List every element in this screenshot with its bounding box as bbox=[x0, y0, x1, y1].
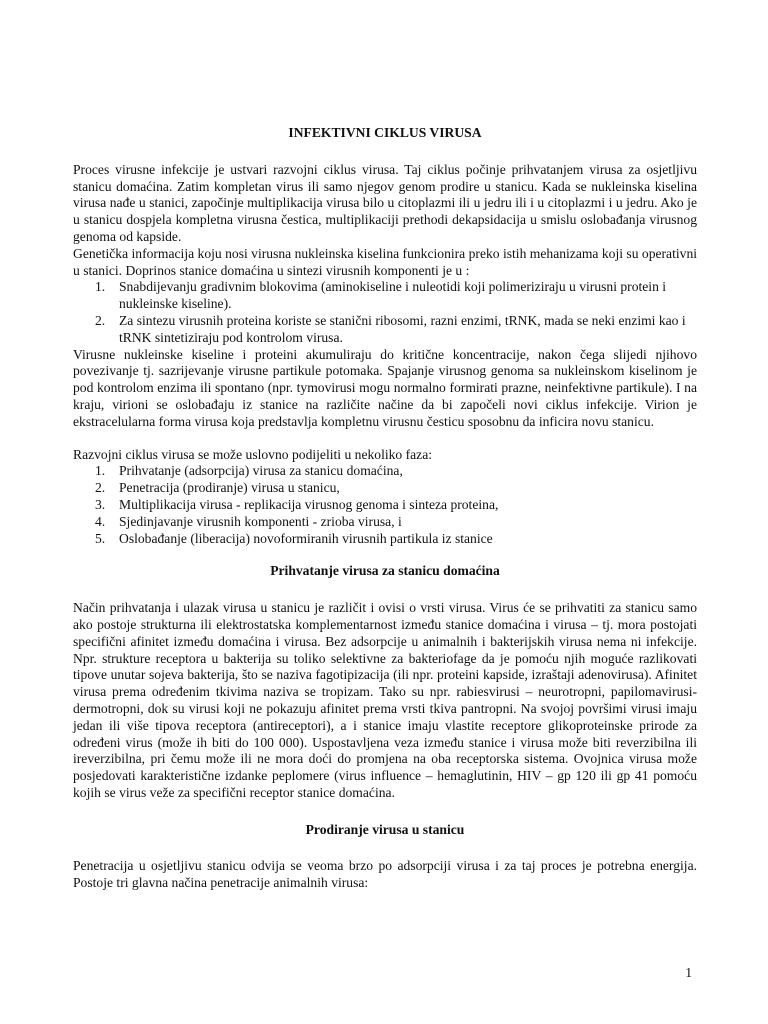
penetration-paragraph: Penetracija u osjetljivu stanicu odvija se veoma brzo po adsorpciji virusa i za taj proces je potrebna energija. Postoje tri glavna načina penetracije animalnih virusa: bbox=[73, 858, 697, 891]
intro-paragraph: Proces virusne infekcije je ustvari razvojni ciklus virusa. Taj ciklus počinje prihvatanjem virusa za osjetljivu stanicu domaćina. Zatim kompletan virus ili samo njegov genom prodire u stanicu. Kada se nukleinska kiselina virusa nađe u stanici, započinje multiplikacija virusa bilo u citoplazmi ili u jedru ili i u citoplazmi i u jedru. Ako je u stanicu dospjela kompletna virusna čestica, multiplikaciji prethodi dekapsidacija u smislu oslobađanja virusnog genoma od kapside. bbox=[73, 161, 697, 244]
spacer bbox=[73, 547, 697, 563]
page-number: 1 bbox=[685, 965, 692, 980]
list-item bbox=[73, 497, 697, 514]
list-item bbox=[73, 463, 697, 480]
list-item-text: Prihvatanje (adsorpcija) virusa za stanicu domaćina, bbox=[119, 463, 403, 479]
list-item bbox=[73, 531, 697, 548]
list-item-text: Snabdijevanju gradivnim blokovima (aminokiseline i nuleotidi koji polimeriziraju u virusni protein i nukleinske kiseline). bbox=[119, 279, 667, 312]
list-item-text: Multiplikacija virusa - replikacija virusnog genoma i sinteza proteina, bbox=[119, 496, 499, 512]
list-item-number: 1. bbox=[95, 279, 106, 295]
phases-intro: Razvojni ciklus virusa se može uslovno podijeliti u nekoliko faza: bbox=[73, 446, 433, 462]
list-item-number: 4. bbox=[95, 513, 106, 529]
list-item-number: 2. bbox=[95, 312, 106, 328]
section-heading-adsorption: Prihvatanje virusa za stanicu domaćina bbox=[270, 563, 500, 579]
document-title: INFEKTIVNI CIKLUS VIRUSA bbox=[288, 125, 482, 140]
list-item-text: Za sintezu virusnih proteina koriste se stanični ribosomi, razni enzimi, tRNK, mada se neki enzimi kao i tRNK sintetiziraju pod kontrolom virusa. bbox=[119, 312, 686, 345]
genetic-info-paragraph: Genetička informacija koju nosi virusna nukleinska kiselina funkcionira preko istih mehanizama koji su operativni u stanici. Doprinos stanice domaćina u sintezi virusnih komponenti je u : bbox=[73, 245, 698, 278]
list-item-number: 2. bbox=[95, 480, 106, 496]
spacer bbox=[73, 802, 697, 822]
spacer bbox=[73, 580, 697, 600]
section-heading-penetration: Prodiranje virusa u stanicu bbox=[305, 821, 465, 837]
list-item-text: Oslobađanje (liberacija) novoformiranih virusnih partikula iz stanice bbox=[119, 530, 493, 546]
list-item bbox=[73, 313, 697, 347]
spacer bbox=[73, 431, 697, 447]
adsorption-paragraph: Način prihvatanja i ulazak virusa u stanicu je različit i ovisi o vrsti virusa. Virus će se prihvatiti za stanicu samo ako postoje strukturna ili elektrostatska komplementarnost između stanice domaćina i virusa – tj. mora postojati specifični afinitet između domaćina i virusa. Bez adsorpcije u animalnih i bakterijskih virusa nema ni infekcije. Npr. strukture receptora u bakterija su toliko selektivne za bakteriofage da je pomoću njih moguće razlikovati tipove unutar sojeva bakterija, što se naziva fagotipizacija (ili npr. proteini kapside, izraštaji adenovirusa). Afinitet virusa prema određenim tkivima naziva se tropizam. Tako su npr. rabiesvirusi – neurotropni, papilomavirusi-dermotropni, dok su virusi koji ne pokazuju afinitet prema vrsti tkiva pantropni. Na svojoj površimi virusi imaju jedan ili više tipova receptora (antireceptori), a i stanice imaju vlastite receptore glikoproteinske prirode za određeni virus (može ih biti do 100 000). Uspostavljena veza između stanice i virusa može biti reverzibilna ili ireverzibilna, pri čemu može ili ne mora doći do promjena na oba receptorska sistema. Ovojnica virusa može posjedovati karakteristične izdanke peplomere (virus influence – hemaglutinin, HIV – gp 120 ili gp 41 pomoću kojih se virus veže za specifični receptor stanice domaćina. bbox=[73, 600, 697, 800]
list-item bbox=[73, 480, 697, 497]
document-body bbox=[73, 125, 697, 892]
list-item-text: Sjedinjavanje virusnih komponenti - zrioba virusa, i bbox=[119, 513, 402, 529]
contribution-list bbox=[73, 279, 697, 346]
list-item bbox=[73, 514, 697, 531]
list-item bbox=[73, 279, 697, 313]
list-item-text: Penetracija (prodiranje) virusa u stanicu, bbox=[119, 480, 340, 496]
list-item-number: 5. bbox=[95, 530, 106, 546]
list-item-number: 3. bbox=[95, 496, 106, 512]
list-item-number: 1. bbox=[95, 463, 106, 479]
spacer bbox=[73, 838, 697, 858]
accumulation-paragraph: Virusne nukleinske kiseline i proteini akumuliraju do kritične koncentracije, nakon čega slijedi njihovo povezivanje tj. sazrijevanje virusne partikule potomaka. Spajanje virusnog genoma sa nukleinskom kiselinom je pod kontrolom enzima ili spontano (npr. tymovirusi mogu normalno formirati prazne, neinfektivne partikule). I na kraju, virioni se oslobađaju iz stanice na različite načine da bi započeli novi ciklus infekcije. Virion je ekstracelularna forma virusa koja predstavlja kompletnu virusnu česticu sposobnu da inficira novu stanicu. bbox=[73, 346, 697, 429]
phases-list bbox=[73, 463, 697, 547]
